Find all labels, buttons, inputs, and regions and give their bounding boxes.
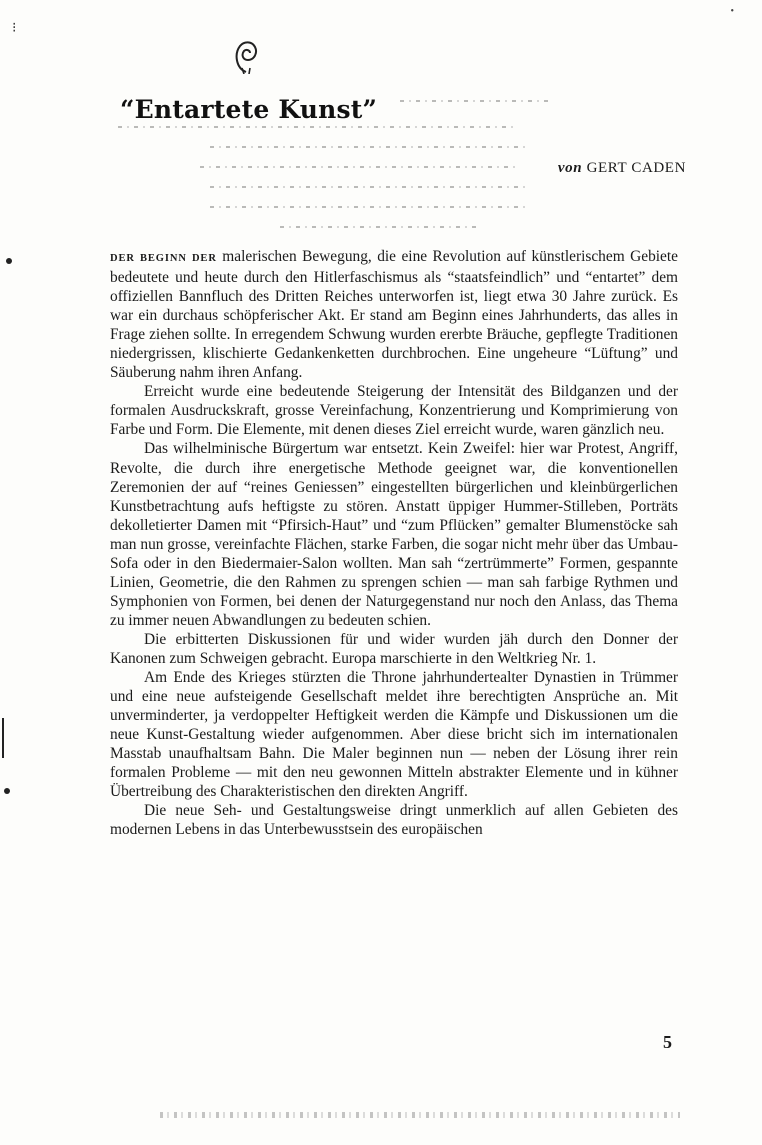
faded-text-line (200, 166, 520, 168)
article-title: “Entartete Kunst” (120, 94, 378, 124)
paragraph-3: Das wilhelminische Bürgertum war entsetzt. Kein Zweifel: hier war Protest, Angriff, Revolte, die durch ihre energetische Methode geeignet war, die konventionellen Zeremonien der auf “reines Geniessen” eingestellten bürgerlichen und kleinbürgerlichen Kunstbetrachtung aufs heftigste zu stören. Anstatt üppiger Hummer-Stilleben, Porträts dekolletierter Damen mit “Pfirsich-Haut” und “zum Pflücken” gemalter Blumenstöcke sah man nun grosse, vereinfachte Flächen, starke Farben, die sogar nicht mehr über das Umbau-Sofa oder in den Biedermaier-Salon wollten. Man sah “zertrümmerte” Formen, gespannte Linien, Geometrie, die den Rahmen zu sprengen schien — man sah farbige Rythmen und Symphonien von Formen, bei denen der Naturgegenstand nur noch den Anlass, das Thema zu immer neuen Abwandlungen zu bedeuten schien. (110, 440, 678, 629)
paragraph-text: malerischen Bewegung, die eine Revolution auf künstlerischem Gebiete bedeutete und heute durch den Hitlerfaschismus als “staatsfeindlich” und “entartet” dem offiziellen Bannfluch des Dritten Reiches unterworfen ist, liegt etwa 30 Jahre zurück. Es war ein durchaus schöpferischer Akt. Er stand am Beginn eines Jahrhunderts, das alles in Frage ziehen sollte. In erregendem Schwung wurden ererbte Bräuche, gepflegte Traditionen niedergrissen, klischierte Gedankenketten durchbrochen. Eine ungeheure “Lüftung” und Säuberung nahm ihren Anfang. (110, 248, 678, 382)
article-body (110, 247, 678, 839)
faded-text-line (280, 226, 480, 228)
scan-noise (160, 1112, 680, 1118)
margin-bar (2, 718, 4, 758)
ornament-icon (232, 38, 260, 74)
margin-mark: ⁝ (12, 21, 17, 36)
page-number: 5 (663, 1032, 672, 1052)
margin-dot: • (730, 6, 734, 17)
faded-text-line (210, 146, 530, 148)
paragraph-2: Erreicht wurde eine bedeutende Steigerung der Intensität des Bildganzen und der formalen Ausdruckskraft, grosse Vereinfachung, Konzentrierung und Komprimierung von Farbe und Form. Die Elemente, mit denen dieses Ziel erreicht wurde, waren gänzlich neu. (110, 383, 678, 439)
faded-text-line (210, 206, 530, 208)
margin-dot-left-2 (4, 788, 10, 794)
opening-smallcaps: DER BEGINN DER (110, 253, 217, 264)
byline-prefix: von (557, 160, 583, 176)
margin-dot-left-1 (6, 258, 12, 264)
faded-text-line (118, 126, 518, 128)
faded-text-line (400, 100, 550, 102)
byline (558, 160, 686, 177)
paragraph-1 (110, 247, 678, 382)
paragraph-5: Am Ende des Krieges stürzten die Throne jahrhundertealter Dynastien in Trümmer und eine neue aufsteigende Gesellschaft meldet ihre berechtigten Ansprüche an. Mit unverminderter, ja verdoppelter Heftigkeit werden die Kämpfe und Diskussionen um die neue Kunst-Gestaltung wieder aufgenommen. Aber diese bricht sich im internationalen Masstab unaufhaltsam Bahn. Die Maler beginnen nun — neben der Lösung ihrer rein formalen Probleme — mit den neu gewonnen Mitteln abstrakter Elemente und in kühner Übertreibung des Charakteristischen den direkten Angriff. (110, 669, 678, 801)
paragraph-4: Die erbitterten Diskussionen für und wider wurden jäh durch den Donner der Kanonen zum Schweigen gebracht. Europa marschierte in den Weltkrieg Nr. 1. (110, 630, 678, 667)
paragraph-6: Die neue Seh- und Gestaltungsweise dringt unmerklich auf allen Gebieten des modernen Lebens in das Unterbewusstsein des europäischen (110, 802, 678, 839)
faded-text-line (210, 186, 530, 188)
author-name: GERT CADEN (586, 160, 686, 176)
